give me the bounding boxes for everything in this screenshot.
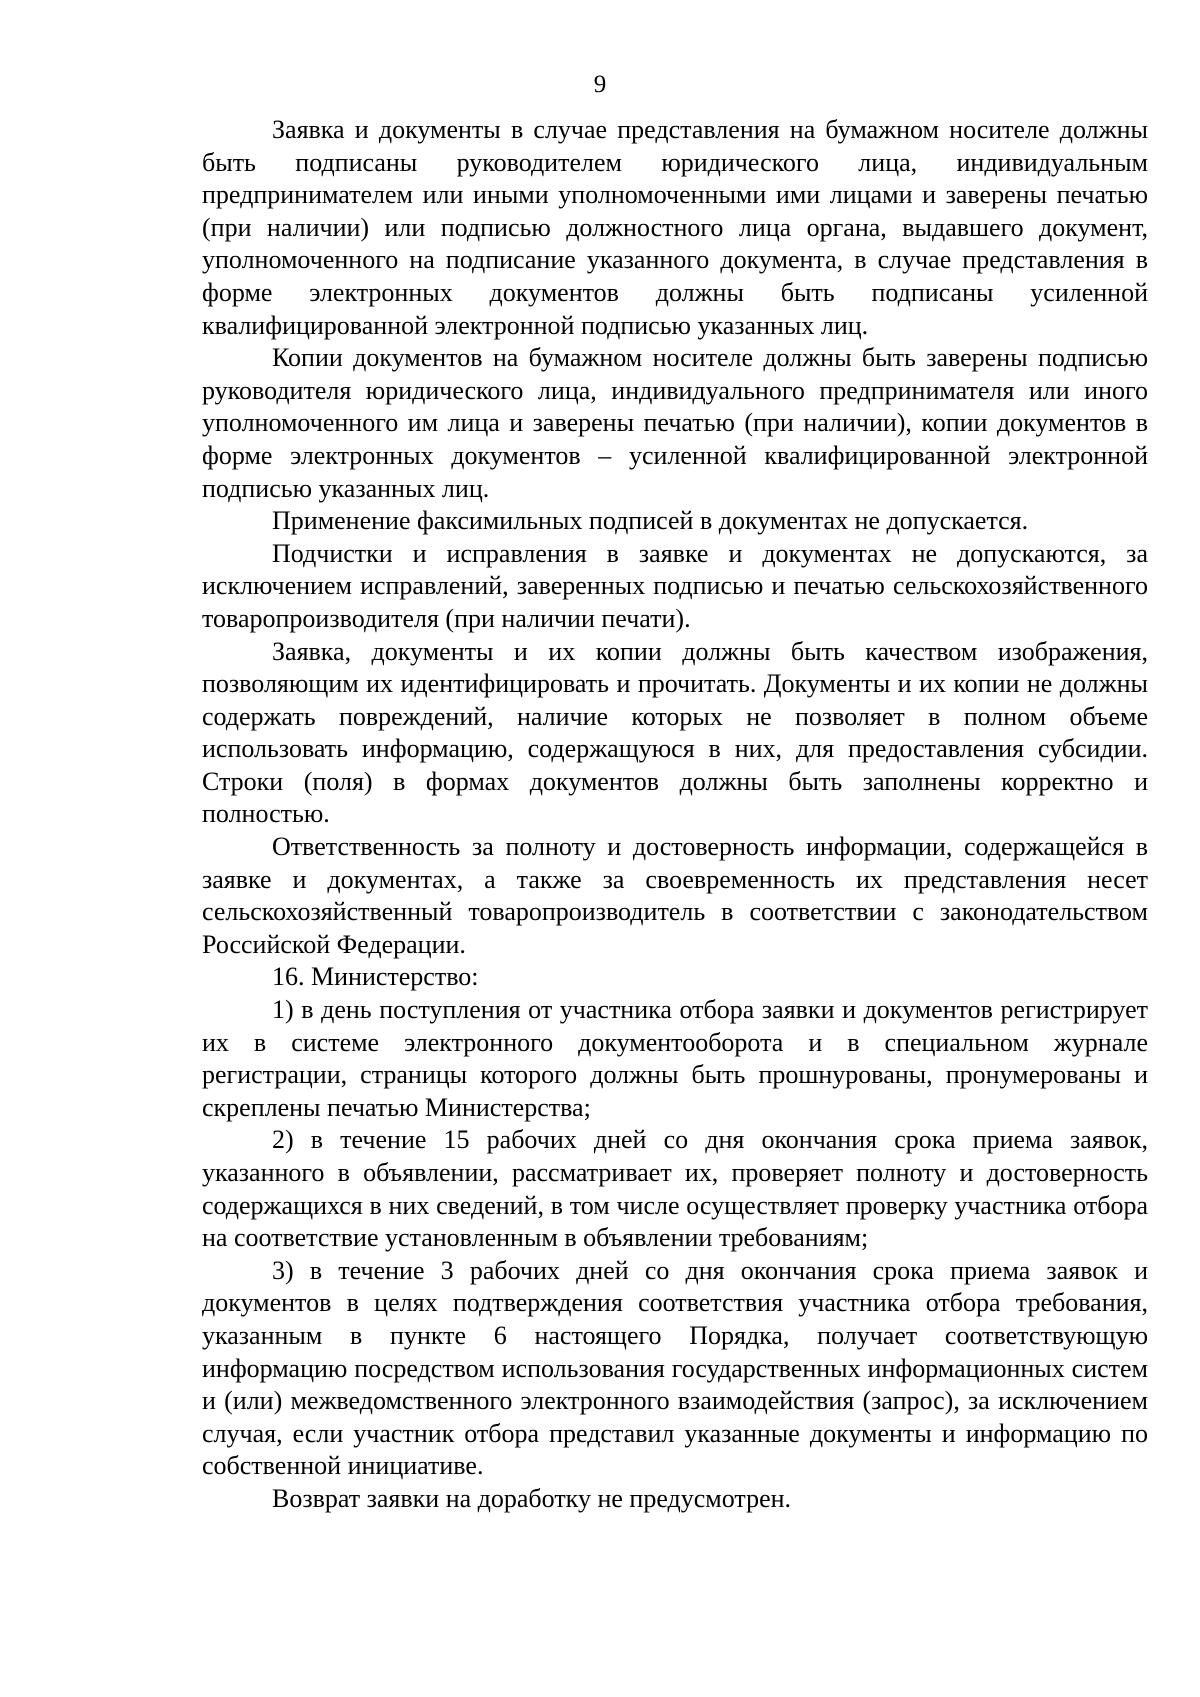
paragraph-ministry-heading: 16. Министерство: (272, 962, 479, 992)
list-item-3: 3) в течение 3 рабочих дней со дня окончания срока приема заявок и документов в целях подтверждения соответствия участника отбора требования, указанным в пункте 6 настоящего Порядка, получает соответствующую информацию посредством использования государственных информационных систем и (или) межведомственного электронного взаимодействия (запрос), за исключением случая, если участник отбора представил указанные документы и информацию по собственной инициативе. (202, 1255, 1148, 1481)
paragraph-responsibility: Ответственность за полноту и достоверность информации, содержащейся в заявке и документах, а также за своевременность их представления несет сельскохозяйственный товаропроизводитель в соответствии с законодательством Российской Федерации. (202, 832, 1148, 959)
paragraph-facsimile: Применение факсимильных подписей в документах не допускается. (272, 506, 1029, 536)
paragraph-copies-certification: Копии документов на бумажном носителе должны быть заверены подписью руководителя юридического лица, индивидуального предпринимателя или иного уполномоченного им лица и заверены печатью (при наличии), копии документов в форме электронных документов – усиленной квалифицированной электронной подписью указанных лиц. (202, 343, 1148, 503)
list-item-1: 1) в день поступления от участника отбора заявки и документов регистрирует их в системе электронного документооборота и в специальном журнале регистрации, страницы которого должны быть прошнурованы, пронумерованы и скреплены печатью Министерства; (202, 995, 1148, 1122)
list-item-2: 2) в течение 15 рабочих дней со дня окончания срока приема заявок, указанного в объявлении, рассматривает их, проверяет полноту и достоверность содержащихся в них сведений, в том числе осуществляет проверку участника отбора на соответствие установленным в объявлении требованиям; (202, 1125, 1148, 1253)
page-number: 9 (593, 71, 607, 98)
paragraph-image-quality: Заявка, документы и их копии должны быть качеством изображения, позволяющим их идентифицировать и прочитать. Документы и их копии не должны содержать повреждений, наличие которых не позволяет в полном объеме использовать информацию, содержащуюся в них, для предоставления субсидии. Строки (поля) в формах документов должны быть заполнены корректно и полностью. (202, 636, 1148, 829)
paragraph-application-signing: Заявка и документы в случае представления на бумажном носителе должны быть подписаны руководителем юридического лица, индивидуальным предпринимателем или иными уполномоченными ими лицами и заверены печатью (при наличии) или подписью должностного лица органа, выдавшего документ, уполномоченного на подписание указанного документа, в случае представления в форме электронных документов должны быть подписаны усиленной квалифицированной электронной подписью указанных лиц. (202, 115, 1148, 340)
paragraph-no-return: Возврат заявки на доработку не предусмотрен. (272, 1483, 792, 1513)
paragraph-corrections: Подчистки и исправления в заявке и документах не допускаются, за исключением исправлений, заверенных подписью и печатью сельскохозяйственного товаропроизводителя (при наличии печати). (202, 538, 1148, 633)
document-body (202, 114, 1148, 1516)
